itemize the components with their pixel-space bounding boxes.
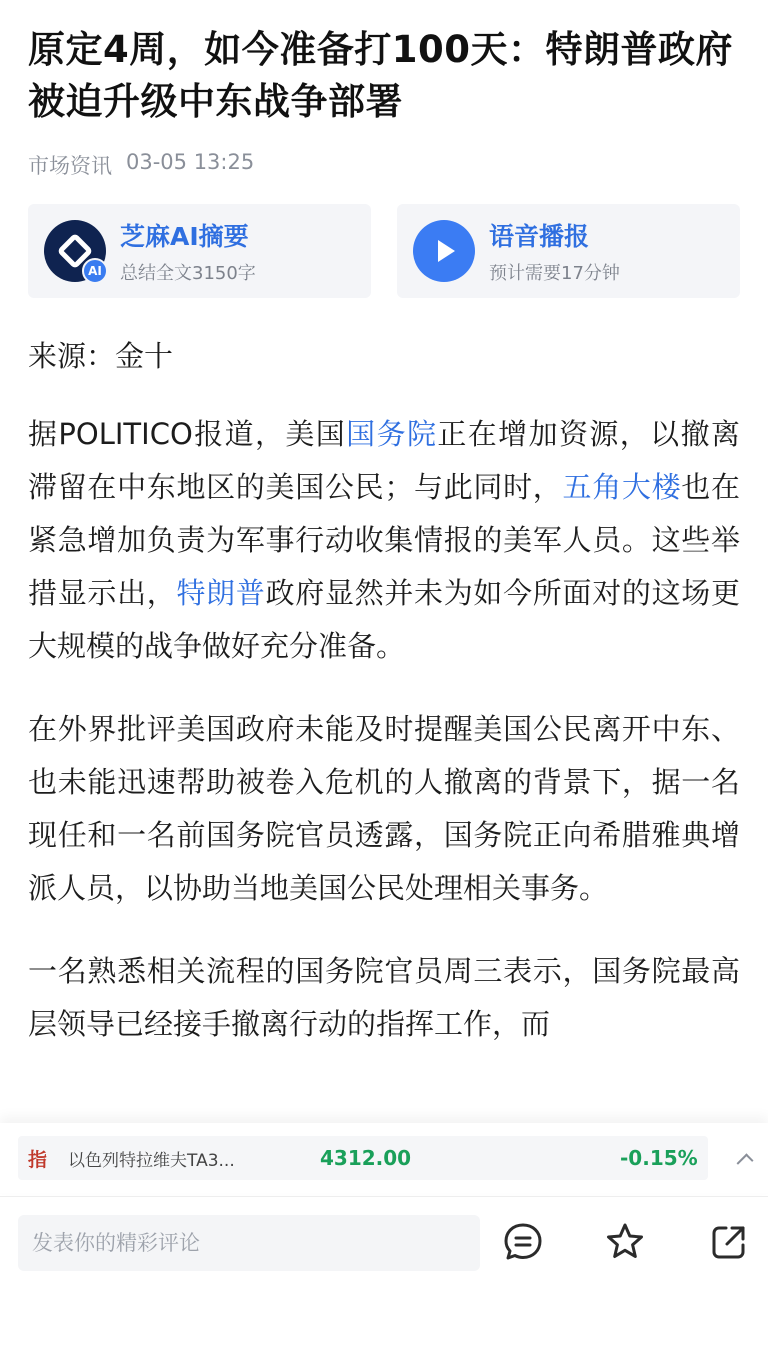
- comment-bar: [0, 1196, 768, 1348]
- audio-text: [489, 217, 620, 285]
- article-meta: [28, 150, 740, 180]
- share-icon[interactable]: [708, 1221, 750, 1263]
- audio-subtitle: 预计需要17分钟: [489, 263, 620, 284]
- paragraph-2: 在外界批评美国政府未能及时提醒美国公民离开中东、也未能迅速帮助被卷入危机的人撤离的背景下，据一名现任和一名前国务院官员透露，国务院正向希腊雅典增派人员，以协助当地美国公民处理相关事务。: [28, 712, 740, 905]
- link-trump[interactable]: 特朗普: [176, 576, 266, 610]
- link-pentagon[interactable]: 五角大楼: [562, 470, 682, 504]
- ai-summary-subtitle: 总结全文3150字: [120, 263, 256, 284]
- comment-input[interactable]: [18, 1215, 480, 1271]
- publish-time: 03-05 13:25: [126, 150, 255, 174]
- audio-broadcast-card[interactable]: [397, 204, 740, 298]
- paragraph-1: [28, 408, 740, 673]
- play-icon: [413, 220, 475, 282]
- ticker-price: 4312.00: [320, 1146, 412, 1170]
- ai-logo-icon: [44, 220, 106, 282]
- p1-text-4: 政府显然并未为如今所面对的这场更大规模的战争做好充分准备。: [28, 576, 740, 663]
- source-line: 来源：金十: [28, 339, 174, 373]
- p1-text-3: 也在紧急增加负责为军事行动收集情报的美军人员。这些举措显示出，: [28, 470, 740, 610]
- source-name[interactable]: 市场资讯: [28, 154, 112, 178]
- comment-icon[interactable]: [502, 1221, 544, 1263]
- audio-title: 语音播报: [489, 222, 590, 251]
- stock-ticker[interactable]: [18, 1136, 708, 1180]
- article-title: 原定4周，如今准备打100天：特朗普政府被迫升级中东战争部署: [28, 28, 733, 123]
- link-state-department[interactable]: 国务院: [346, 417, 438, 451]
- play-triangle: [438, 240, 455, 262]
- ticker-change: -0.15%: [620, 1146, 698, 1170]
- ai-summary-text: [120, 217, 256, 285]
- index-tag: 指: [28, 1148, 48, 1171]
- star-icon[interactable]: [604, 1221, 646, 1263]
- chevron-up-icon[interactable]: [736, 1153, 753, 1170]
- ai-summary-card[interactable]: [28, 204, 371, 298]
- ai-badge: AI: [82, 258, 108, 284]
- p1-text-1: 据POLITICO报道，美国: [28, 417, 347, 451]
- ticker-name: 以色列特拉维夫TA3...: [68, 1150, 235, 1171]
- paragraph-3: 一名熟悉相关流程的国务院官员周三表示，国务院最高层领导已经接手撤离行动的指挥工作，而: [28, 954, 740, 1041]
- feature-cards: [28, 204, 740, 298]
- p1-text-2: 正在增加资源，以撤离滞留在中东地区的美国公民；与此同时，: [28, 417, 740, 504]
- ticker-bar: [0, 1123, 768, 1193]
- ai-summary-title: 芝麻AI摘要: [120, 222, 249, 251]
